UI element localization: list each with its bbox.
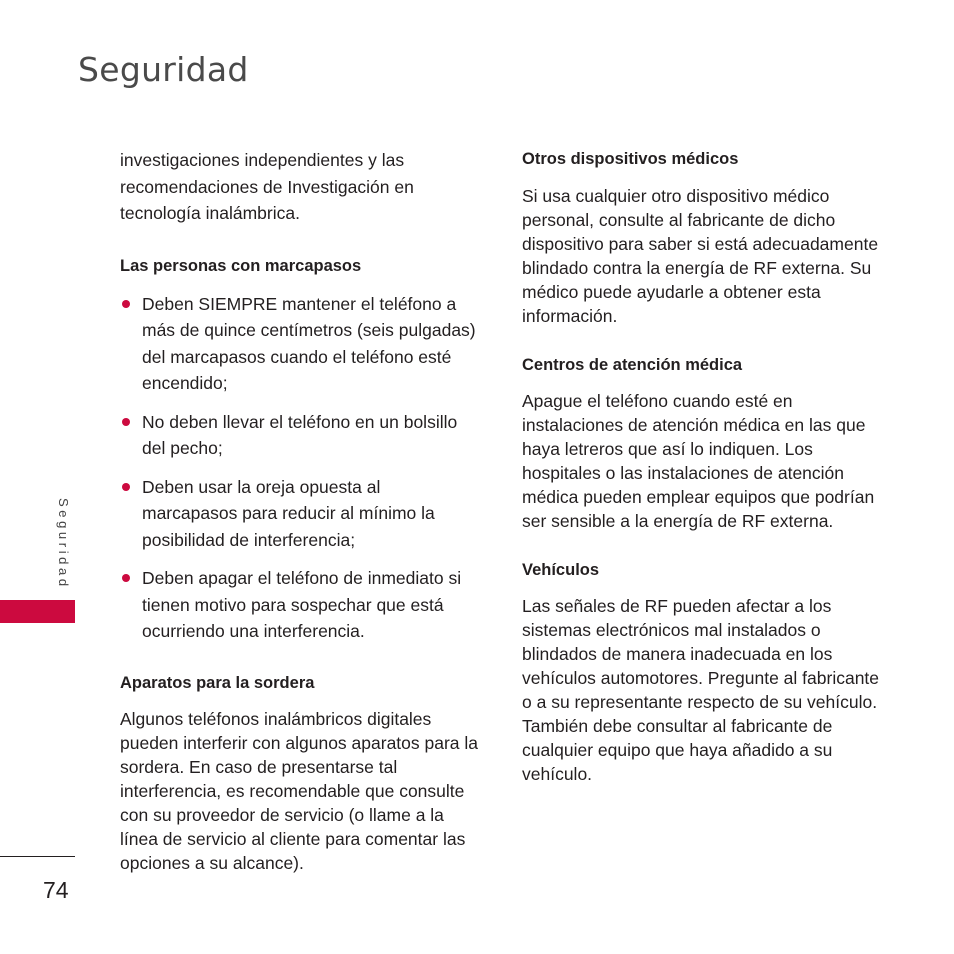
bullet-icon bbox=[122, 418, 130, 426]
bullet-icon bbox=[122, 574, 130, 582]
list-item-text: No deben llevar el teléfono en un bolsillo del pecho; bbox=[142, 411, 458, 458]
bullet-icon bbox=[122, 300, 130, 308]
list-item bbox=[120, 565, 480, 645]
pacemakers-heading: Las personas con marcapasos bbox=[120, 256, 362, 275]
footer-divider bbox=[0, 856, 75, 857]
left-column bbox=[120, 147, 480, 875]
pacemakers-list bbox=[120, 291, 480, 645]
list-item-text: Deben apagar el teléfono de inmediato si tienen motivo para sospechar que está ocurriendo una interferencia. bbox=[142, 568, 462, 641]
section-tab-marker bbox=[0, 600, 75, 623]
right-column bbox=[522, 147, 882, 786]
list-item bbox=[120, 409, 480, 462]
sidebar-section-label: Seguridad bbox=[56, 498, 71, 590]
health-facilities-heading: Centros de atención médica bbox=[522, 356, 743, 374]
list-item-text: Deben usar la oreja opuesta al marcapasos para reducir al mínimo la posibilidad de interferencia; bbox=[142, 476, 435, 550]
bullet-icon bbox=[122, 483, 130, 491]
list-item-text: Deben SIEMPRE mantener el teléfono a más de quince centímetros (seis pulgadas) del marcapasos cuando el teléfono esté encendido; bbox=[142, 293, 476, 393]
hearing-aids-paragraph: Algunos teléfonos inalámbricos digitales pueden interferir con algunos aparatos para la sordera. En caso de presentarse tal interferencia, es recomendable que consulte con su proveedor de servicio (o llame a la línea de servicio al cliente para comentar las opciones a su alcance). bbox=[120, 708, 479, 873]
page-number: 74 bbox=[43, 877, 69, 903]
hearing-aids-heading: Aparatos para la sordera bbox=[120, 673, 315, 692]
health-facilities-paragraph: Apague el teléfono cuando esté en instalaciones de atención médica en las que haya letreros que así lo indiquen. Los hospitales o las instalaciones de atención médica pueden emplear equipos que podrían ser sensible a la energía de RF externa. bbox=[522, 391, 875, 531]
list-item bbox=[120, 474, 480, 554]
intro-paragraph: investigaciones independientes y las recomendaciones de Investigación en tecnología inalámbrica. bbox=[120, 150, 414, 223]
vehicles-heading: Vehículos bbox=[522, 561, 600, 579]
vehicles-paragraph: Las señales de RF pueden afectar a los sistemas electrónicos mal instalados o blindados de manera inadecuada en los vehículos automotores. Pregunte al fabricante o a su representante respecto de su vehículo. También debe consultar al fabricante de cualquier equipo que haya añadido a su vehículo. bbox=[522, 596, 880, 784]
list-item bbox=[120, 291, 480, 397]
other-devices-paragraph: Si usa cualquier otro dispositivo médico personal, consulte al fabricante de dicho dispositivo para saber si está adecuadamente blindado contra la energía de RF externa. Su médico puede ayudarle a obtener esta información. bbox=[522, 186, 879, 326]
page-title: Seguridad bbox=[78, 50, 249, 89]
other-devices-heading: Otros dispositivos médicos bbox=[522, 150, 739, 168]
